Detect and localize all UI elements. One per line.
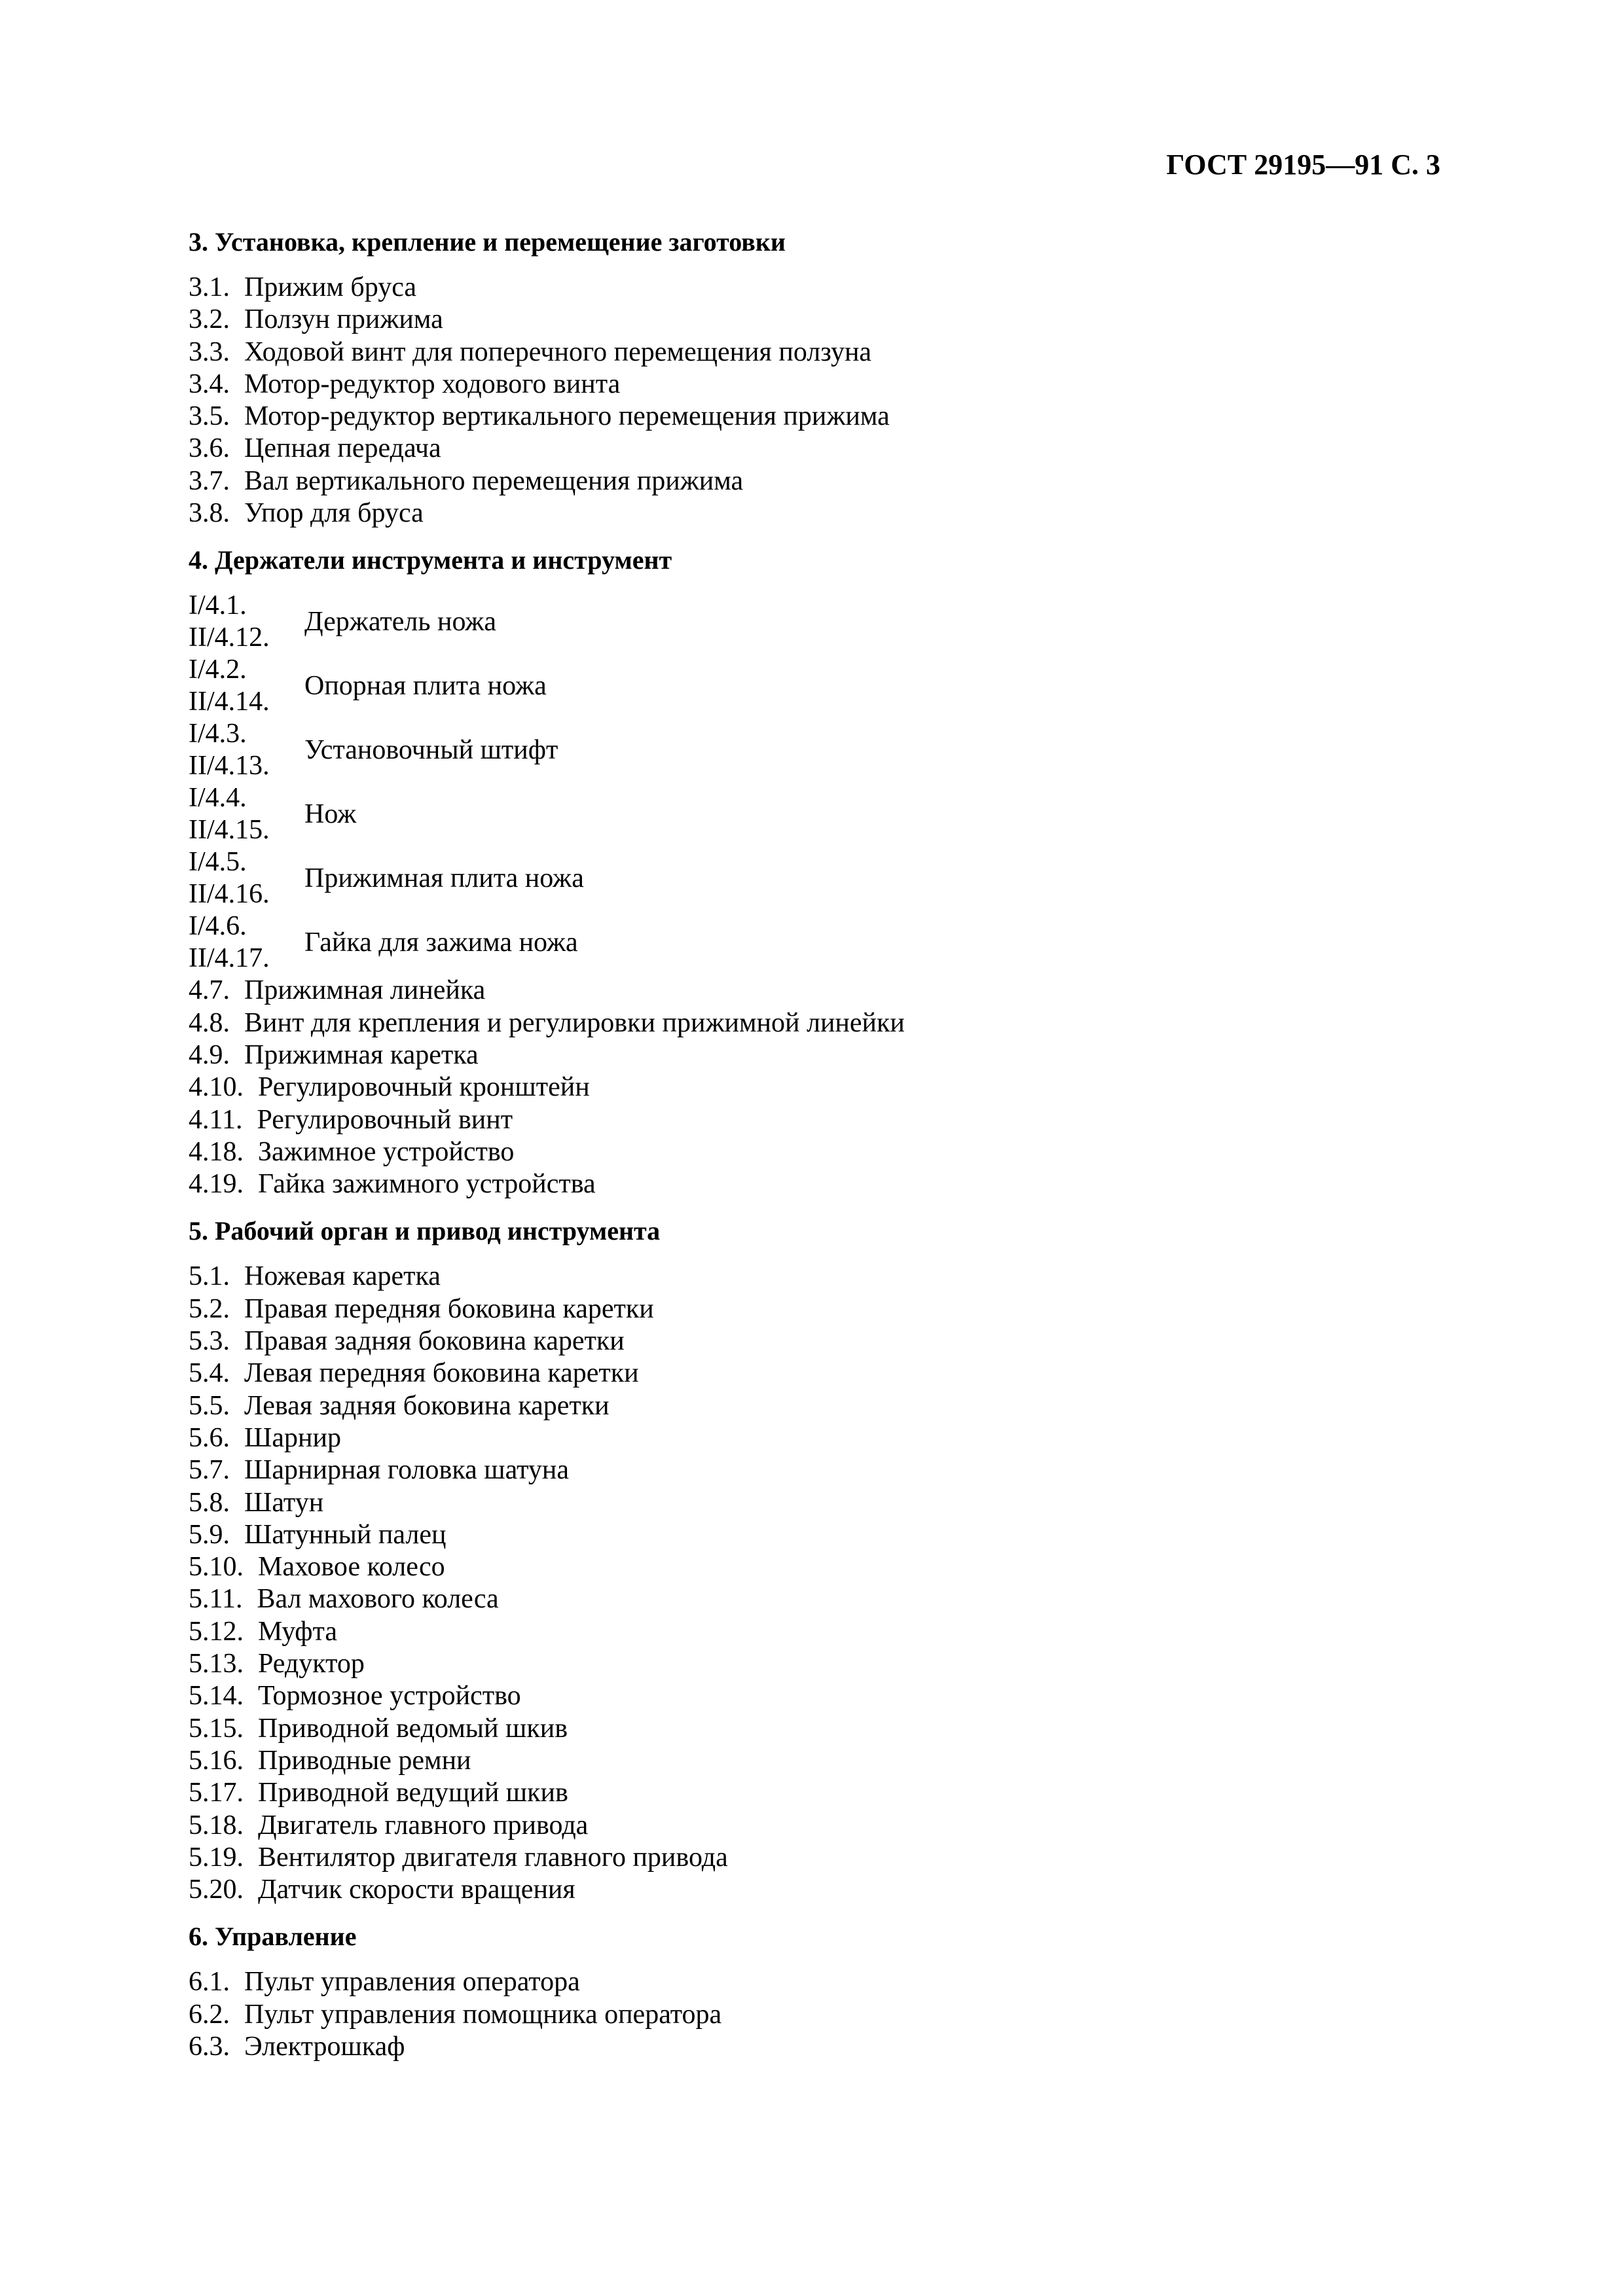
item-number: 5.8. bbox=[189, 1487, 230, 1518]
item-number: 5.18. bbox=[189, 1810, 244, 1840]
item-text: Прижим бруса bbox=[244, 272, 416, 302]
item-text: Пульт управления оператора bbox=[244, 1967, 580, 1998]
item-number-secondary: II/4.14. bbox=[189, 687, 270, 717]
list-item bbox=[189, 1454, 1432, 1486]
item-text: Вентилятор двигателя главного привода bbox=[258, 1842, 728, 1873]
list-item bbox=[189, 1777, 1432, 1809]
list-item bbox=[189, 1039, 1432, 1071]
item-number: 5.17. bbox=[189, 1778, 244, 1808]
list-item bbox=[189, 1999, 1432, 2031]
list-item bbox=[189, 1810, 1432, 1842]
item-number: 3.7. bbox=[189, 465, 230, 496]
list-item bbox=[189, 1966, 1432, 1998]
list-item bbox=[189, 465, 1432, 497]
item-text: Гайка зажимного устройства bbox=[258, 1169, 596, 1200]
item-number: 5.4. bbox=[189, 1358, 230, 1389]
item-number-primary: I/4.2. bbox=[189, 655, 247, 685]
list-item bbox=[189, 433, 1432, 465]
item-number: 3.5. bbox=[189, 401, 230, 432]
item-number-primary: I/4.3. bbox=[189, 719, 247, 749]
list-item bbox=[189, 497, 1432, 529]
item-number: 6.2. bbox=[189, 1999, 230, 2030]
item-number: 3.3. bbox=[189, 336, 230, 367]
item-text: Прижимная каретка bbox=[244, 1039, 479, 1070]
item-text: Ходовой винт для поперечного перемещения ползуна bbox=[244, 336, 872, 367]
section-3 bbox=[189, 226, 1432, 529]
item-text: Регулировочный винт bbox=[257, 1104, 513, 1135]
item-number: 3.6. bbox=[189, 433, 230, 464]
item-text: Левая задняя боковина каретки bbox=[244, 1390, 610, 1421]
item-number-primary: I/4.5. bbox=[189, 847, 247, 878]
item-number: 3.2. bbox=[189, 304, 230, 335]
item-number: 4.9. bbox=[189, 1039, 230, 1070]
item-numbers bbox=[189, 782, 304, 846]
item-text: Шарнир bbox=[244, 1422, 341, 1453]
item-number: 5.9. bbox=[189, 1519, 230, 1550]
item-number: 5.14. bbox=[189, 1681, 244, 1712]
item-number: 4.18. bbox=[189, 1136, 244, 1167]
item-text: Мотор-редуктор ходового винта bbox=[244, 368, 621, 399]
section-title: 6. Управление bbox=[189, 1922, 357, 1952]
list-item bbox=[189, 1357, 1432, 1390]
document-content bbox=[189, 226, 1432, 2067]
list-item bbox=[189, 1422, 1432, 1454]
item-number: 6.1. bbox=[189, 1967, 230, 1998]
item-number-secondary: II/4.12. bbox=[189, 622, 270, 653]
list-item bbox=[189, 1007, 1432, 1039]
item-numbers bbox=[189, 590, 304, 654]
list-item bbox=[189, 1583, 1432, 1615]
item-number: 5.2. bbox=[189, 1293, 230, 1324]
item-number: 3.1. bbox=[189, 272, 230, 302]
list-item bbox=[189, 1325, 1432, 1357]
item-number: 5.5. bbox=[189, 1390, 230, 1421]
list-item bbox=[189, 336, 1432, 368]
item-number-primary: I/4.1. bbox=[189, 590, 247, 621]
item-number: 4.11. bbox=[189, 1104, 243, 1135]
item-number-secondary: II/4.15. bbox=[189, 815, 270, 846]
list-item-pair bbox=[189, 654, 1432, 718]
item-text: Двигатель главного привода bbox=[258, 1810, 589, 1840]
item-text: Муфта bbox=[258, 1616, 337, 1647]
item-text: Электрошкаф bbox=[244, 2031, 405, 2062]
item-text: Левая передняя боковина каретки bbox=[244, 1358, 639, 1389]
list-item-pair bbox=[189, 910, 1432, 975]
list-item-pair bbox=[189, 846, 1432, 910]
list-item-pair bbox=[189, 590, 1432, 654]
list-item bbox=[189, 1261, 1432, 1293]
item-text: Вал махового колеса bbox=[257, 1584, 499, 1615]
item-text: Мотор-редуктор вертикального перемещения прижима bbox=[244, 401, 890, 432]
item-text: Прижимная плита ножа bbox=[304, 863, 584, 893]
item-number: 4.8. bbox=[189, 1007, 230, 1038]
item-number: 3.4. bbox=[189, 368, 230, 399]
list-item bbox=[189, 401, 1432, 433]
item-text: Правая передняя боковина каретки bbox=[244, 1293, 654, 1324]
item-number: 5.7. bbox=[189, 1455, 230, 1486]
item-text: Установочный штифт bbox=[304, 734, 558, 765]
list-item-pair bbox=[189, 782, 1432, 846]
item-text: Датчик скорости вращения bbox=[258, 1874, 575, 1905]
item-number: 5.11. bbox=[189, 1584, 243, 1615]
item-text: Шарнирная головка шатуна bbox=[244, 1455, 570, 1486]
item-text: Пульт управления помощника оператора bbox=[244, 1999, 722, 2030]
item-number-primary: I/4.6. bbox=[189, 911, 247, 942]
list-item-pair bbox=[189, 718, 1432, 782]
list-item bbox=[189, 1713, 1432, 1745]
list-item bbox=[189, 1293, 1432, 1325]
item-number-secondary: II/4.17. bbox=[189, 943, 270, 974]
item-number-primary: I/4.4. bbox=[189, 783, 247, 814]
item-number-secondary: II/4.16. bbox=[189, 879, 270, 910]
item-text: Маховое колесо bbox=[258, 1552, 445, 1583]
item-text: Приводные ремни bbox=[258, 1745, 471, 1776]
section-4 bbox=[189, 544, 1432, 1200]
item-text: Шатунный палец bbox=[244, 1519, 447, 1550]
item-text: Вал вертикального перемещения прижима bbox=[244, 465, 744, 496]
item-number: 4.7. bbox=[189, 975, 230, 1006]
page-header: ГОСТ 29195—91 С. 3 bbox=[1166, 149, 1440, 181]
item-number: 5.1. bbox=[189, 1261, 230, 1292]
item-text: Держатель ножа bbox=[304, 606, 497, 637]
item-text: Приводной ведомый шкив bbox=[258, 1713, 568, 1744]
item-text: Правая задняя боковина каретки bbox=[244, 1326, 625, 1357]
list-item bbox=[189, 1071, 1432, 1103]
item-text: Опорная плита ножа bbox=[304, 670, 547, 701]
item-numbers bbox=[189, 654, 304, 718]
item-number: 5.3. bbox=[189, 1326, 230, 1357]
list-item bbox=[189, 1745, 1432, 1777]
list-item bbox=[189, 1390, 1432, 1422]
item-text: Редуктор bbox=[258, 1649, 365, 1679]
list-item bbox=[189, 1842, 1432, 1874]
item-number: 4.19. bbox=[189, 1169, 244, 1200]
list-item bbox=[189, 1136, 1432, 1168]
item-text: Винт для крепления и регулировки прижимной линейки bbox=[244, 1007, 905, 1038]
item-numbers bbox=[189, 718, 304, 782]
section-title: 3. Установка, крепление и перемещение заготовки bbox=[189, 227, 786, 257]
item-number: 5.6. bbox=[189, 1422, 230, 1453]
item-number: 5.16. bbox=[189, 1745, 244, 1776]
item-number: 6.3. bbox=[189, 2031, 230, 2062]
section-title: 4. Держатели инструмента и инструмент bbox=[189, 545, 672, 575]
list-item bbox=[189, 272, 1432, 304]
list-item bbox=[189, 1104, 1432, 1136]
item-numbers bbox=[189, 910, 304, 975]
item-number: 5.10. bbox=[189, 1552, 244, 1583]
list-item bbox=[189, 975, 1432, 1007]
item-text: Ползун прижима bbox=[244, 304, 443, 335]
item-number: 4.10. bbox=[189, 1072, 244, 1103]
item-number: 5.12. bbox=[189, 1616, 244, 1647]
item-text: Прижимная линейка bbox=[244, 975, 486, 1006]
list-item bbox=[189, 304, 1432, 336]
list-item bbox=[189, 1519, 1432, 1551]
section-6 bbox=[189, 1920, 1432, 2063]
item-number: 5.13. bbox=[189, 1649, 244, 1679]
item-text: Упор для бруса bbox=[244, 498, 424, 529]
item-number: 3.8. bbox=[189, 498, 230, 529]
section-title: 5. Рабочий орган и привод инструмента bbox=[189, 1216, 661, 1246]
list-item bbox=[189, 1616, 1432, 1648]
item-text: Приводной ведущий шкив bbox=[258, 1778, 568, 1808]
list-item bbox=[189, 368, 1432, 401]
item-numbers bbox=[189, 846, 304, 910]
list-item bbox=[189, 2031, 1432, 2063]
list-item bbox=[189, 1680, 1432, 1712]
item-number: 5.19. bbox=[189, 1842, 244, 1873]
list-item bbox=[189, 1168, 1432, 1200]
item-text: Нож bbox=[304, 798, 357, 829]
item-text: Зажимное устройство bbox=[258, 1136, 515, 1167]
item-text: Цепная передача bbox=[244, 433, 441, 464]
item-text: Регулировочный кронштейн bbox=[258, 1072, 590, 1103]
list-item bbox=[189, 1551, 1432, 1583]
list-item bbox=[189, 1648, 1432, 1680]
item-number: 5.15. bbox=[189, 1713, 244, 1744]
item-number-secondary: II/4.13. bbox=[189, 751, 270, 781]
item-text: Тормозное устройство bbox=[258, 1681, 521, 1712]
section-5 bbox=[189, 1215, 1432, 1906]
list-item bbox=[189, 1874, 1432, 1906]
item-number: 5.20. bbox=[189, 1874, 244, 1905]
item-text: Шатун bbox=[244, 1487, 324, 1518]
list-item bbox=[189, 1487, 1432, 1519]
item-text: Ножевая каретка bbox=[244, 1261, 441, 1292]
item-text: Гайка для зажима ножа bbox=[304, 927, 578, 958]
